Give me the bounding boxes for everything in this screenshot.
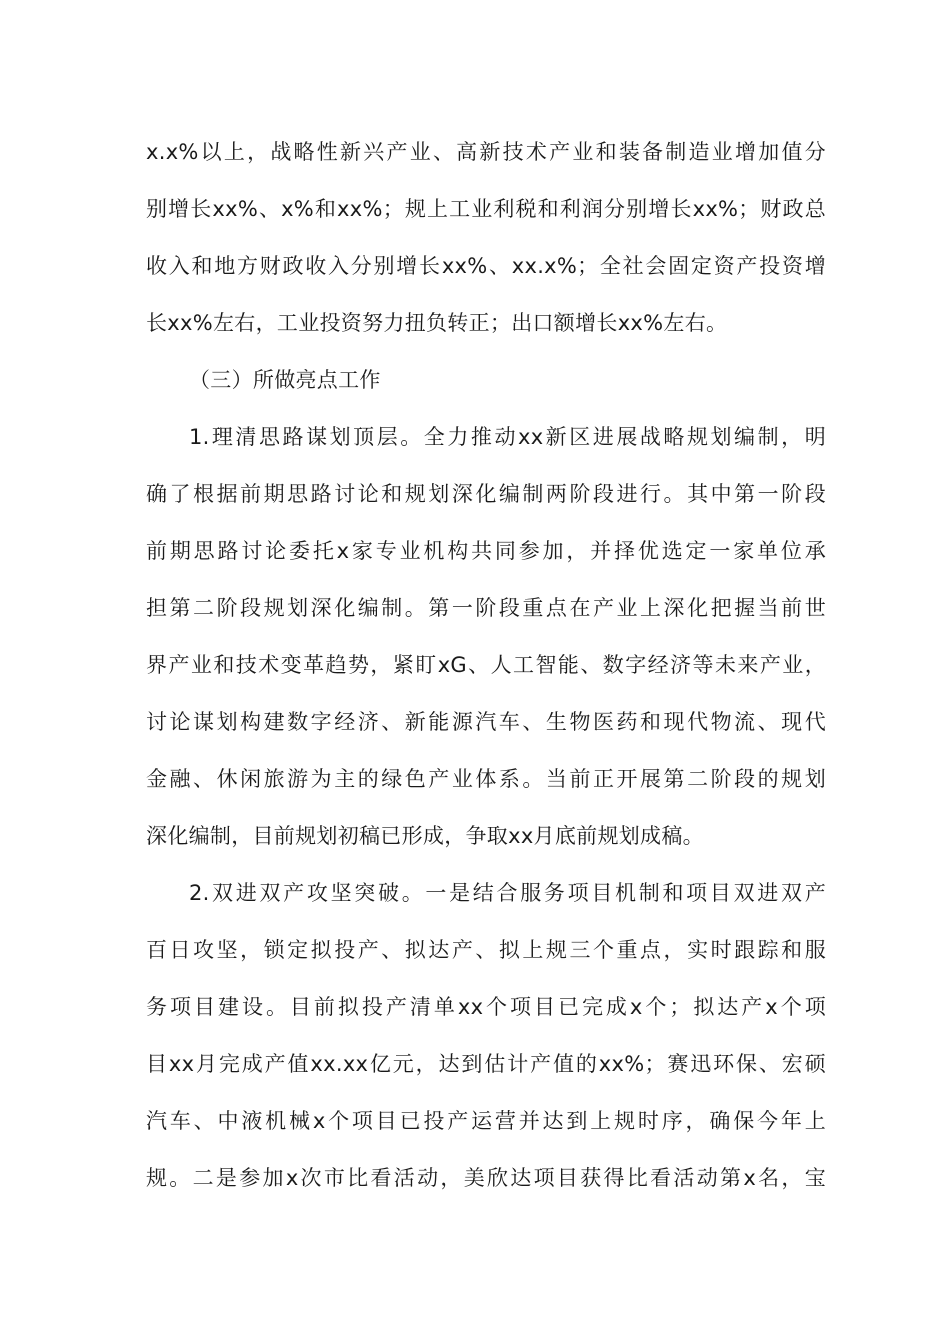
text-line-12: 金融、休闲旅游为主的绿色产业体系。当前正开展第二阶段的规划 (146, 767, 826, 791)
text-line-4: 长xx%左右，工业投资努力扭负转正；出口额增长xx%左右。 (146, 311, 728, 335)
text-line-10: 界产业和技术变革趋势，紧盯xG、人工智能、数字经济等未来产业， (146, 653, 826, 677)
text-line-17: 目xx月完成产值xx.xx亿元，达到估计产值的xx%；赛迅环保、宏硕 (146, 1052, 826, 1076)
text-line-8: 前期思路讨论委托x家专业机构共同参加，并择优选定一家单位承 (146, 539, 826, 563)
text-line-1: x.x%以上，战略性新兴产业、高新技术产业和装备制造业增加值分 (146, 140, 826, 164)
text-line-3: 收入和地方财政收入分别增长xx%、xx.x%；全社会固定资产投资增 (146, 254, 826, 278)
text-line-2: 别增长xx%、x%和xx%；规上工业利税和利润分别增长xx%；财政总 (146, 197, 826, 221)
section-heading: （三）所做亮点工作 (189, 368, 381, 392)
text-line-6: 1.理清思路谋划顶层。全力推动xx新区进展战略规划编制，明 (189, 425, 826, 449)
text-line-14: 2.双进双产攻坚突破。一是结合服务项目机制和项目双进双产 (189, 881, 826, 905)
text-line-16: 务项目建设。目前拟投产清单xx个项目已完成x个；拟达产x个项 (146, 995, 826, 1019)
text-line-7: 确了根据前期思路讨论和规划深化编制两阶段进行。其中第一阶段 (146, 482, 826, 506)
text-line-11: 讨论谋划构建数字经济、新能源汽车、生物医药和现代物流、现代 (146, 710, 826, 734)
text-line-18: 汽车、中液机械x个项目已投产运营并达到上规时序，确保今年上 (146, 1109, 826, 1133)
text-line-13: 深化编制，目前规划初稿已形成，争取xx月底前规划成稿。 (146, 824, 704, 848)
text-line-19: 规。二是参加x次市比看活动，美欣达项目获得比看活动第x名，宝 (146, 1166, 826, 1190)
text-line-9: 担第二阶段规划深化编制。第一阶段重点在产业上深化把握当前世 (146, 596, 826, 620)
text-line-15: 百日攻坚，锁定拟投产、拟达产、拟上规三个重点，实时跟踪和服 (146, 938, 826, 962)
